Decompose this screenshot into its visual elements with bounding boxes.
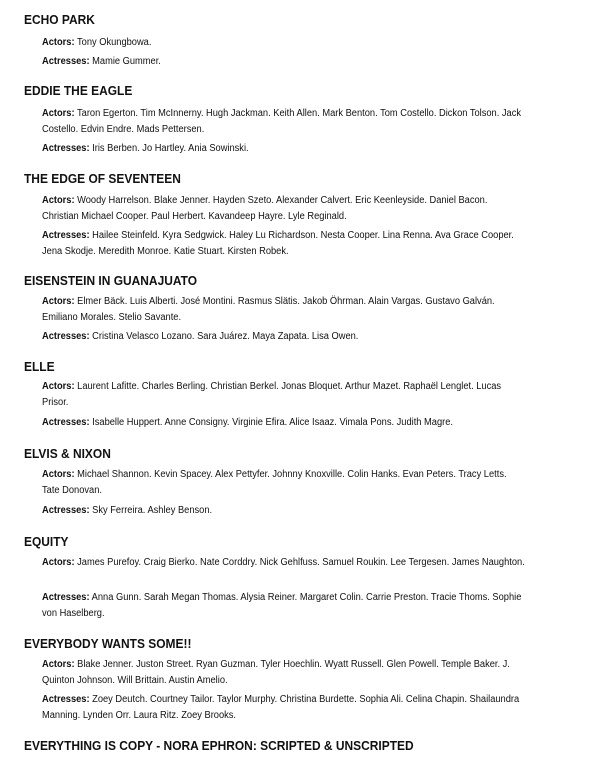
actors-label: Actors:: [42, 37, 75, 48]
actresses-list: Sky Ferreira. Ashley Benson.: [92, 505, 213, 516]
film-title: EVERYBODY WANTS SOME!!: [24, 636, 192, 651]
actors-list: Michael Shannon. Kevin Spacey. Alex Pettyfer. Johnny Knoxville. Colin Hanks. Evan Peters. Tracy Letts. Tate Donovan.: [42, 469, 507, 496]
actors-line: [42, 555, 526, 571]
film-title: EQUITY: [24, 534, 69, 549]
actors-list: Blake Jenner. Juston Street. Ryan Guzman. Tyler Hoechlin. Wyatt Russell. Glen Powell. Temple Baker. J. Quinton Johnson. Will Brittain. Austin Amelio.: [42, 659, 510, 686]
actresses-list: Hailee Steinfeld. Kyra Sedgwick. Haley Lu Richardson. Nesta Cooper. Lina Renna. Ava Grace Cooper. Jena Skodje. Meredith Monroe. Katie Stuart. Kirsten Robek.: [42, 230, 514, 257]
actresses-list: Cristina Velasco Lozano. Sara Juárez. Maya Zapata. Lisa Owen.: [92, 331, 359, 342]
actors-line: [42, 193, 526, 225]
actors-list: Tony Okungbowa.: [76, 37, 152, 48]
actors-line: [42, 657, 526, 689]
actresses-list: Zoey Deutch. Courtney Tailor. Taylor Murphy. Christina Burdette. Sophia Ali. Celina Chapin. Shailaundra Manning. Lynden Orr. Laura Ritz. Zoey Brooks.: [42, 694, 520, 721]
film-title: EDDIE THE EAGLE: [24, 83, 133, 98]
film-title: THE EDGE OF SEVENTEEN: [24, 171, 181, 186]
film-title: ECHO PARK: [24, 12, 95, 27]
actors-label: Actors:: [42, 659, 75, 670]
film-title: EISENSTEIN IN GUANAJUATO: [24, 273, 198, 288]
actors-label: Actors:: [42, 557, 75, 568]
actresses-label: Actresses:: [42, 331, 90, 342]
actresses-label: Actresses:: [42, 143, 90, 154]
actors-line: [42, 35, 526, 51]
actors-label: Actors:: [42, 108, 75, 119]
film-title: ELVIS & NIXON: [24, 446, 111, 461]
actresses-line: [42, 590, 526, 622]
actresses-label: Actresses:: [42, 417, 90, 428]
actors-line: [42, 106, 526, 138]
actresses-label: Actresses:: [42, 230, 90, 241]
actresses-label: Actresses:: [42, 592, 90, 603]
actors-list: James Purefoy. Craig Bierko. Nate Corddry. Nick Gehlfuss. Samuel Roukin. Lee Tergesen. James Naughton.: [77, 557, 525, 568]
actors-label: Actors:: [42, 296, 75, 307]
actresses-label: Actresses:: [42, 694, 90, 705]
actresses-line: [42, 141, 526, 157]
actors-line: [42, 294, 526, 326]
actresses-label: Actresses:: [42, 56, 90, 67]
actresses-line: [42, 692, 526, 724]
film-title: EVERYTHING IS COPY - NORA EPHRON: SCRIPTED & UNSCRIPTED: [24, 738, 414, 753]
actresses-line: [42, 329, 526, 345]
actresses-line: [42, 228, 526, 260]
actors-list: Laurent Lafitte. Charles Berling. Christian Berkel. Jonas Bloquet. Arthur Mazet. Raphaël Lenglet. Lucas Prisor.: [42, 381, 502, 408]
actors-label: Actors:: [42, 195, 75, 206]
actresses-label: Actresses:: [42, 505, 90, 516]
actors-line: [42, 467, 526, 499]
actresses-list: Iris Berben. Jo Hartley. Ania Sowinski.: [92, 143, 249, 154]
actors-label: Actors:: [42, 381, 75, 392]
actors-list: Taron Egerton. Tim McInnerny. Hugh Jackman. Keith Allen. Mark Benton. Tom Costello. Dickon Tolson. Jack Costello. Edvin Endre. Mads Pettersen.: [42, 108, 522, 135]
actors-label: Actors:: [42, 469, 75, 480]
actresses-line: [42, 415, 526, 431]
actors-list: Elmer Bäck. Luis Alberti. José Montini. Rasmus Slätis. Jakob Öhrman. Alain Vargas. Gustavo Galván. Emiliano Morales. Stelio Savante.: [42, 296, 495, 323]
film-title: ELLE: [24, 359, 55, 374]
actresses-list: Mamie Gummer.: [92, 56, 161, 67]
actresses-line: [42, 54, 526, 70]
actresses-line: [42, 503, 526, 519]
actresses-list: Isabelle Huppert. Anne Consigny. Virginie Efira. Alice Isaaz. Vimala Pons. Judith Magre.: [92, 417, 454, 428]
actresses-list: Anna Gunn. Sarah Megan Thomas. Alysia Reiner. Margaret Colin. Carrie Preston. Tracie Thoms. Sophie von Haselberg.: [42, 592, 522, 619]
actors-list: Woody Harrelson. Blake Jenner. Hayden Szeto. Alexander Calvert. Eric Keenleyside. Daniel Bacon. Christian Michael Cooper. Paul Herbert. Kavandeep Hayre. Lyle Reginald.: [42, 195, 488, 222]
actors-line: [42, 379, 526, 411]
